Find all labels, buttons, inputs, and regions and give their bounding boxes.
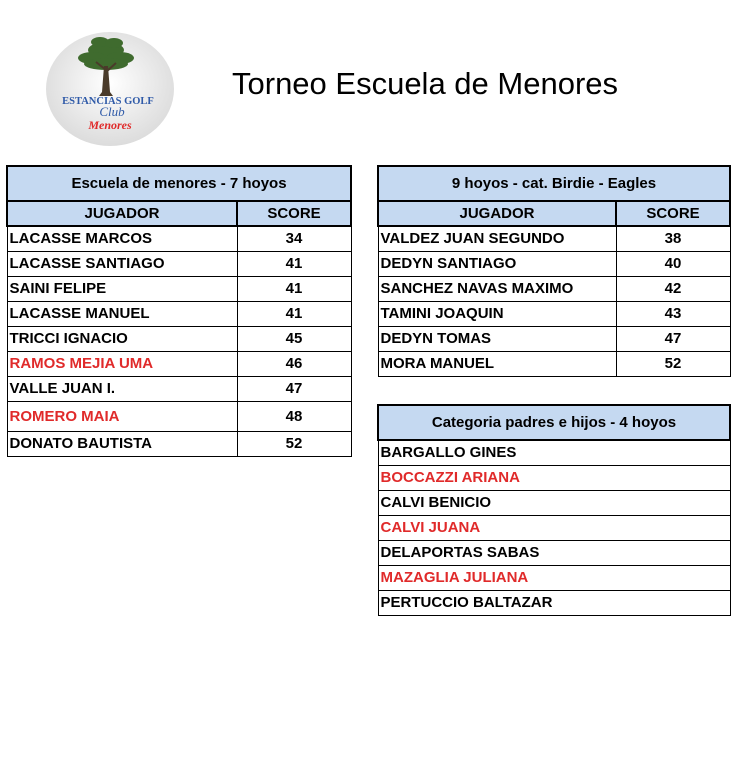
table-row	[378, 540, 730, 565]
table-body	[378, 440, 730, 615]
player-score: 46	[237, 351, 351, 376]
player-score: 38	[616, 226, 730, 251]
player-name: LACASSE MARCOS	[7, 226, 237, 251]
table-row	[7, 226, 351, 251]
table-row	[7, 251, 351, 276]
player-score: 47	[616, 326, 730, 351]
table-row	[7, 276, 351, 301]
table-row	[378, 590, 730, 615]
player-name: SANCHEZ NAVAS MAXIMO	[378, 276, 616, 301]
player-score: 40	[616, 251, 730, 276]
player-name: TRICCI IGNACIO	[7, 326, 237, 351]
table-row	[7, 326, 351, 351]
table-row	[378, 251, 730, 276]
table-row	[7, 301, 351, 326]
player-name: VALDEZ JUAN SEGUNDO	[378, 226, 616, 251]
player-name: SAINI FELIPE	[7, 276, 237, 301]
player-name: MAZAGLIA JULIANA	[378, 565, 730, 590]
table-row	[378, 226, 730, 251]
logo-line1: ESTANCIAS GOLF	[62, 96, 154, 107]
player-name: RAMOS MEJIA UMA	[7, 351, 237, 376]
player-name: CALVI BENICIO	[378, 490, 730, 515]
table-caption: 9 hoyos - cat. Birdie - Eagles	[378, 166, 730, 201]
player-name: BARGALLO GINES	[378, 440, 730, 465]
player-name: TAMINI JOAQUIN	[378, 301, 616, 326]
column-header-score: SCORE	[616, 201, 730, 226]
player-name: VALLE JUAN I.	[7, 376, 237, 401]
club-logo	[44, 30, 176, 148]
table-row	[378, 565, 730, 590]
table-padres-hijos	[377, 404, 731, 616]
table-row	[378, 276, 730, 301]
player-score: 47	[237, 376, 351, 401]
page-title: Torneo Escuela de Menores	[232, 66, 619, 101]
player-score: 34	[237, 226, 351, 251]
player-name: LACASSE SANTIAGO	[7, 251, 237, 276]
table-escuela-menores	[6, 165, 352, 457]
table-row	[378, 490, 730, 515]
table-birdie-eagles	[377, 165, 731, 377]
player-name: DEDYN TOMAS	[378, 326, 616, 351]
table-row	[7, 351, 351, 376]
player-score: 41	[237, 301, 351, 326]
column-header-player: JUGADOR	[378, 201, 616, 226]
table-body	[378, 226, 730, 376]
column-header-player: JUGADOR	[7, 201, 237, 226]
table-body	[7, 226, 351, 456]
table-row	[7, 376, 351, 401]
player-name: LACASSE MANUEL	[7, 301, 237, 326]
player-name: BOCCAZZI ARIANA	[378, 465, 730, 490]
player-name: MORA MANUEL	[378, 351, 616, 376]
logo-line2: Club	[99, 104, 125, 119]
tree-logo-icon	[44, 30, 176, 148]
player-score: 41	[237, 251, 351, 276]
player-score: 48	[237, 401, 351, 431]
table-row	[378, 465, 730, 490]
table-row	[378, 440, 730, 465]
player-name: DEDYN SANTIAGO	[378, 251, 616, 276]
logo-line3: Menores	[88, 118, 132, 132]
table-row	[378, 351, 730, 376]
table-row	[378, 515, 730, 540]
table-caption: Escuela de menores - 7 hoyos	[7, 166, 351, 201]
player-score: 42	[616, 276, 730, 301]
column-header-score: SCORE	[237, 201, 351, 226]
player-name: DONATO BAUTISTA	[7, 431, 237, 456]
player-name: ROMERO MAIA	[7, 401, 237, 431]
player-name: PERTUCCIO BALTAZAR	[378, 590, 730, 615]
player-score: 41	[237, 276, 351, 301]
table-row	[7, 401, 351, 431]
table-caption: Categoria padres e hijos - 4 hoyos	[378, 405, 730, 440]
table-row	[378, 326, 730, 351]
player-name: CALVI JUANA	[378, 515, 730, 540]
player-score: 52	[616, 351, 730, 376]
player-score: 45	[237, 326, 351, 351]
player-score: 52	[237, 431, 351, 456]
player-name: DELAPORTAS SABAS	[378, 540, 730, 565]
player-score: 43	[616, 301, 730, 326]
table-row	[7, 431, 351, 456]
table-row	[378, 301, 730, 326]
